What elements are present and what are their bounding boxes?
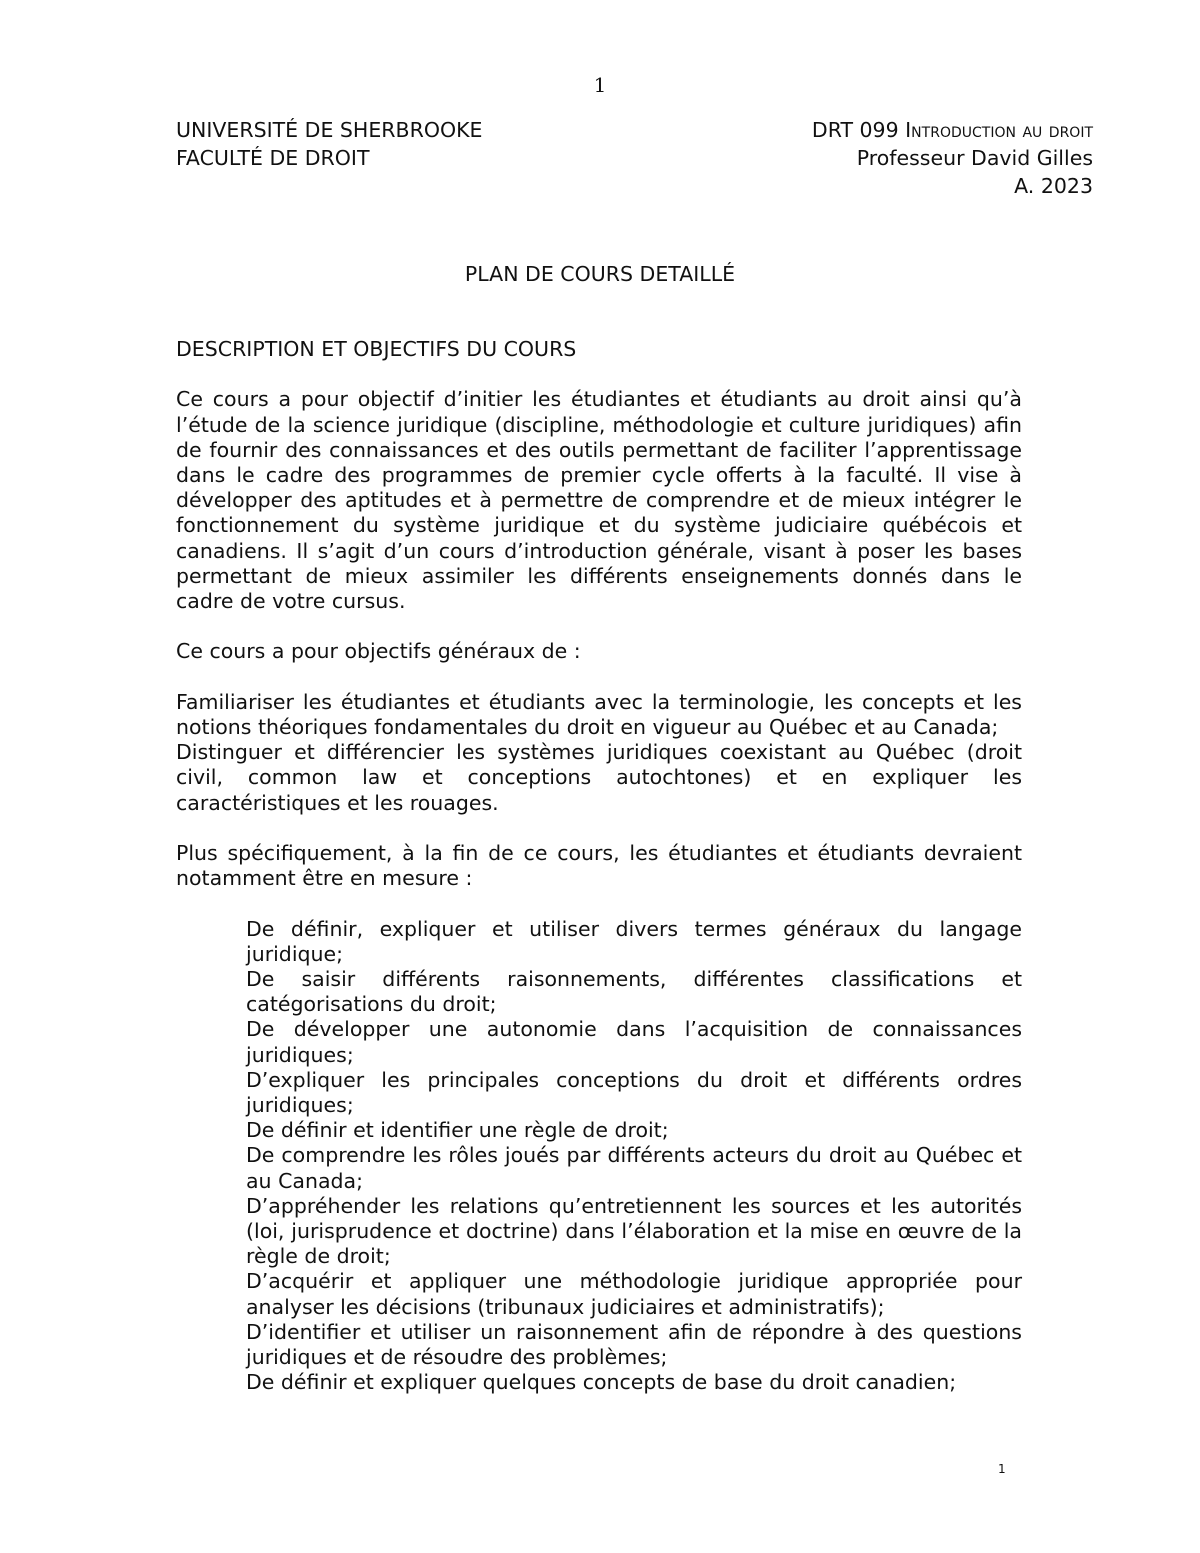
footnote-marker: 1 [998,1462,1006,1476]
list-item: De saisir différents raisonnements, différentes classifications et catégorisations du droit; [246,967,1022,1017]
general-objectives-intro: Ce cours a pour objectifs généraux de : [176,639,581,664]
course-heading [812,116,1093,144]
course-description-section [176,337,1022,1395]
academic-year: A. 2023 [1014,174,1093,198]
specific-objectives-list [246,917,1022,1396]
list-item: D’expliquer les principales conceptions du droit et différents ordres juridiques; [246,1067,1022,1118]
university-name: UNIVERSITÉ DE SHERBROOKE [176,118,483,142]
general-objective-item: Distinguer et différencier les systèmes juridiques coexistant au Québec (droit civil, common law et conceptions autochtones) et en expliquer les caractéristiques et les rouages. [176,740,1022,815]
list-item: D’acquérir et appliquer une méthodologie juridique appropriée pour analyser les décisions (tribunaux judiciaires et administratifs); [246,1269,1022,1319]
general-objective-item: Familiariser les étudiantes et étudiants avec la terminologie, les concepts et les notions théoriques fondamentales du droit en vigueur au Québec et au Canada; [176,689,1022,739]
document-title: PLAN DE COURS DETAILLÉ [464,262,736,286]
specific-objectives-intro: Plus spécifiquement, à la fin de ce cours, les étudiantes et étudiants devraient notamment être en mesure : [176,841,1022,891]
list-item: D’appréhender les relations qu’entretiennent les sources et les autorités (loi, jurisprudence et doctrine) dans l’élaboration et la mise en œuvre de la règle de droit; [246,1193,1022,1269]
list-item: De définir et identifier une règle de droit; [246,1118,669,1143]
institution-block [176,116,483,172]
list-item: De comprendre les rôles joués par différents acteurs du droit au Québec et au Canada; [246,1143,1022,1193]
professor-name: Professeur David Gilles [856,146,1093,170]
list-item: De définir et expliquer quelques concepts de base du droit canadien; [246,1370,957,1395]
course-title: Introduction au droit [905,118,1093,142]
list-item: De définir, expliquer et utiliser divers termes généraux du langage juridique; [246,916,1022,966]
faculty-name: FACULTÉ DE DROIT [176,146,370,170]
course-description: Ce cours a pour objectif d’initier les étudiantes et étudiants au droit ainsi qu’à l’étude de la science juridique (discipline, méthodologie et culture juridiques) afin de fournir des connaissances et des outils permettant de faciliter l’apprentissage dans le cadre des programmes de premier cycle offerts à la faculté. Il vise à développer des aptitudes et à permettre de comprendre et de mieux intégrer le fonctionnement du système juridique et du système judiciaire québécois et canadiens. Il s’agit d’un cours d’introduction générale, visant à poser les bases permettant de mieux assimiler les différents enseignements donnés dans le cadre de votre cursus. [176,387,1022,614]
course-block [812,116,1093,200]
page-number: 1 [593,73,607,97]
list-item: De développer une autonomie dans l’acquisition de connaissances juridiques; [246,1017,1022,1067]
section-heading: DESCRIPTION ET OBJECTIFS DU COURS [176,337,577,361]
course-code: DRT 099 [811,118,906,142]
list-item: D’identifier et utiliser un raisonnement afin de répondre à des questions juridiques et de résoudre des problèmes; [246,1319,1022,1370]
